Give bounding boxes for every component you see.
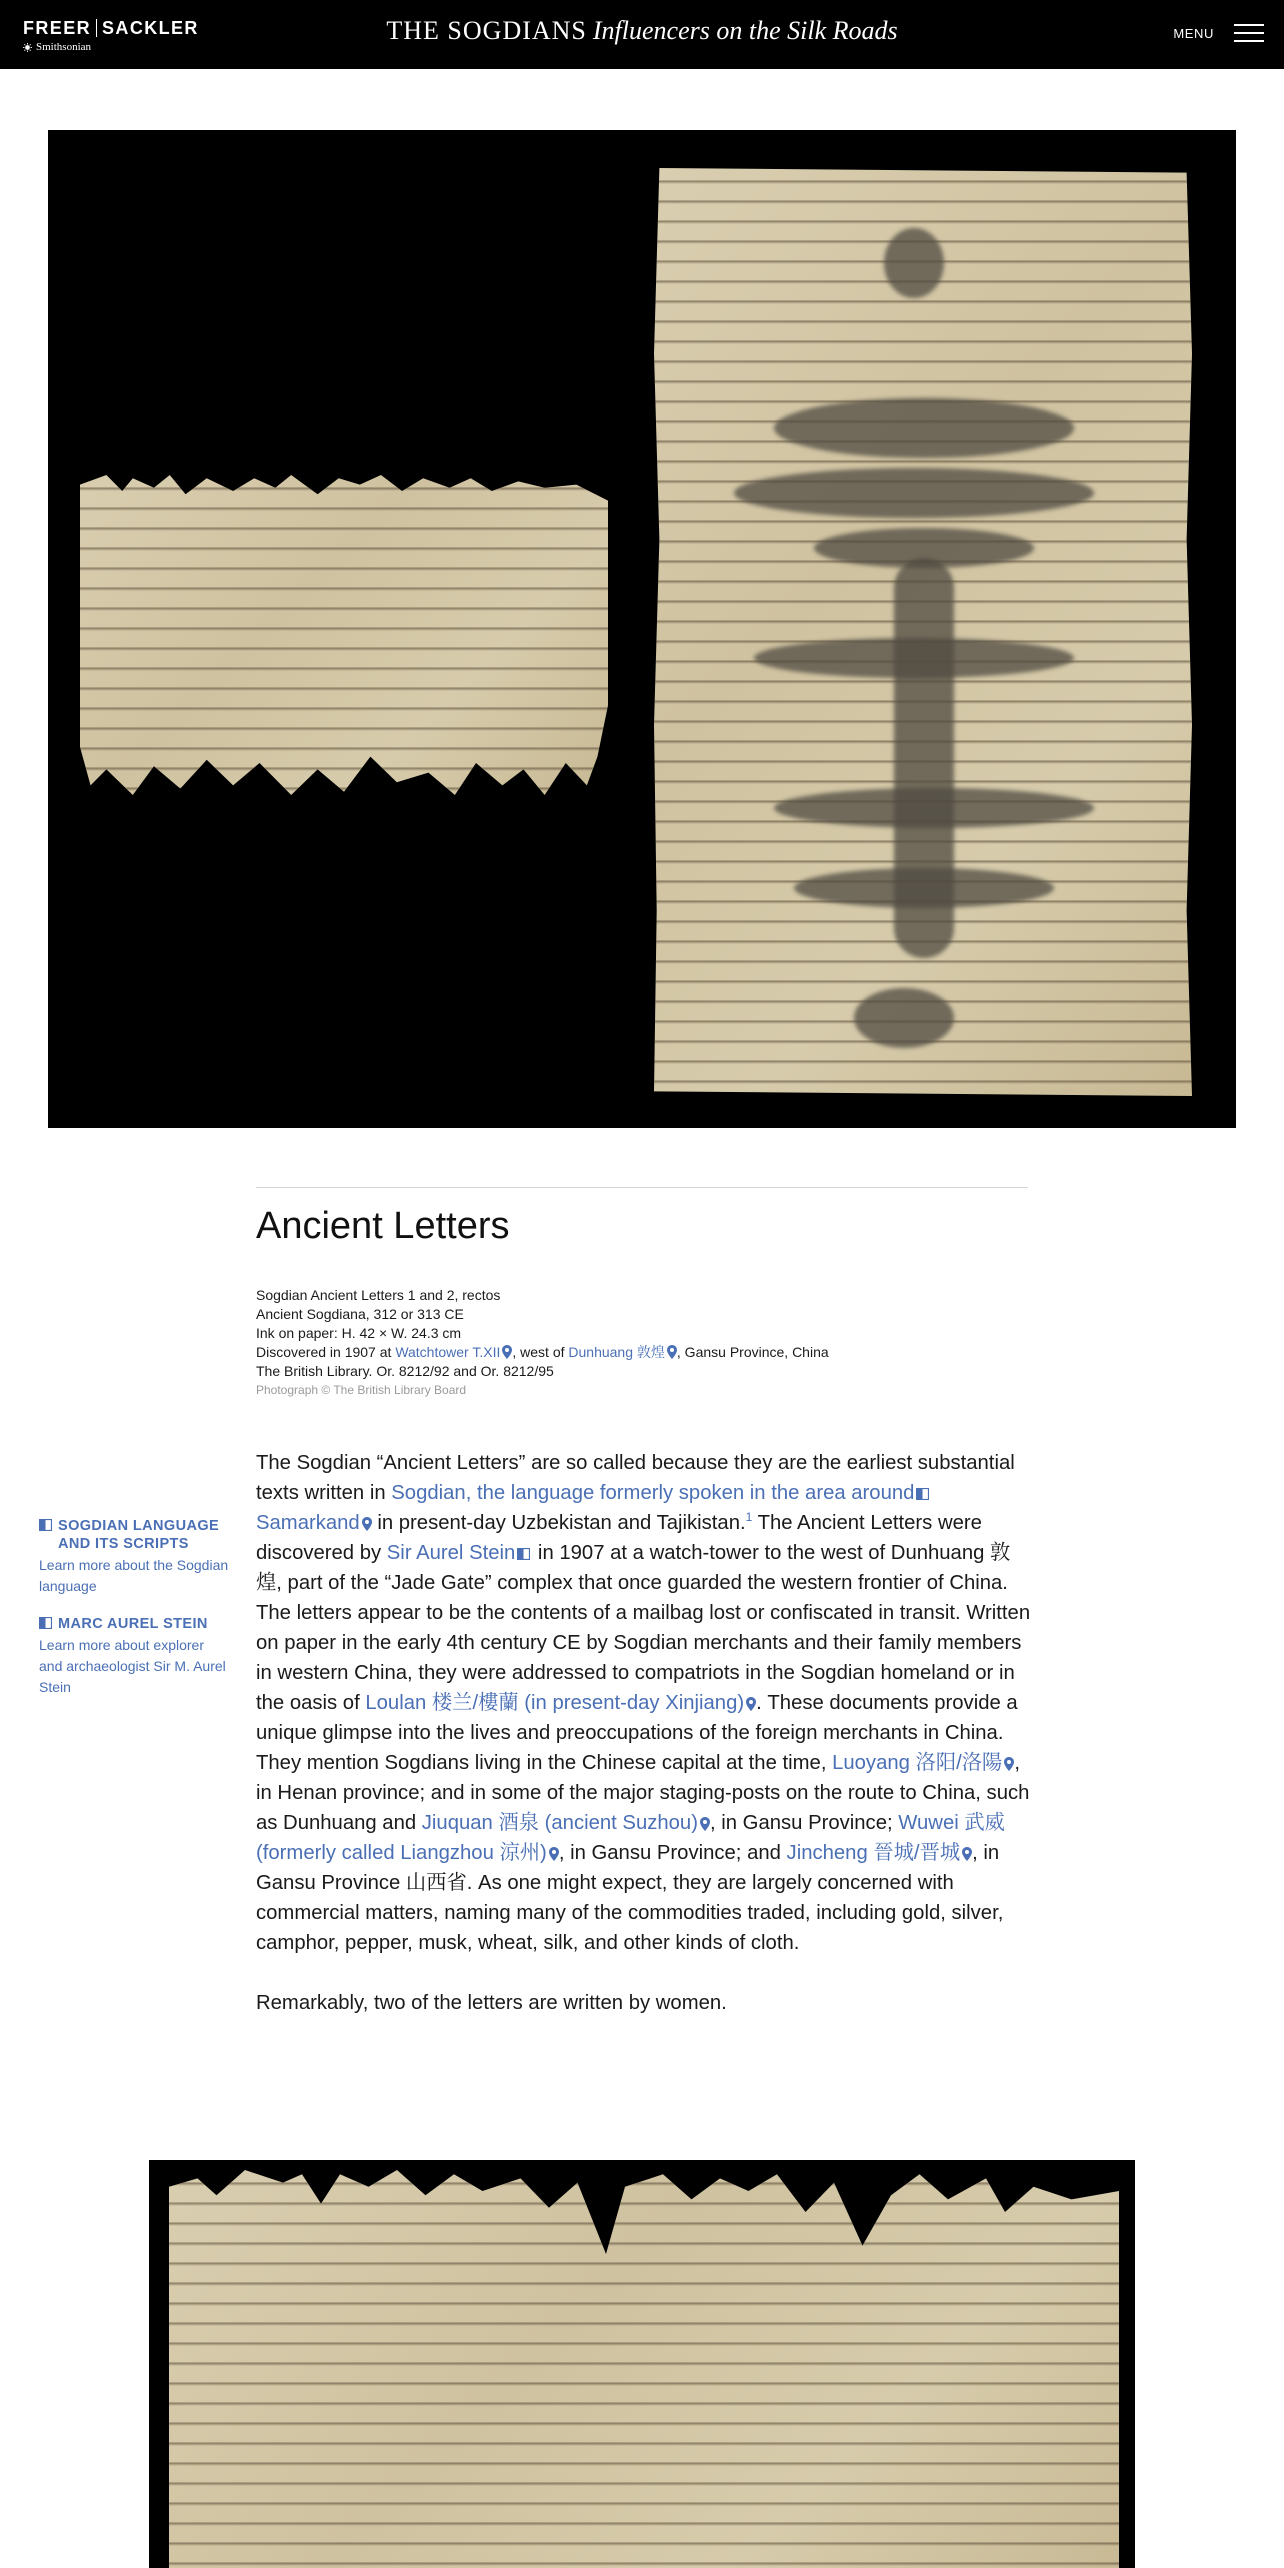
brand-name: FREER SACKLER (23, 18, 199, 38)
ancient-letters-photo (48, 130, 1236, 1128)
loulan-link[interactable]: Loulan 楼兰/樓蘭 (in present-day Xinjiang) (365, 1692, 745, 1714)
book-icon (39, 1617, 52, 1629)
body-paragraph: The Sogdian “Ancient Letters” are so called because they are the earliest substantial texts written in Sogdian, the language formerly spoken in the area aroundSamarkand in present-day Uzbekistan and Tajikistan.$^1$ The Ancient Letters were discovered by Sir Aurel Stein in 1907 at a watch-tower to the west of Dunhuang 敦煌, part of the “Jade Gate” complex that once guarded the western frontier of China. The letters appear to be the contents of a mailbag lost or confiscated in transit. Written on paper in the early 4th century CE by Sogdian merchants and their family members in western China, they were addressed to compatriots in the Sogdian homeland or in the oasis of Loulan 楼兰/樓蘭 (in present-day Xinjiang) . These documents provide a unique glimpse into the lives and preoccupations of the foreign merchants in China. They mention Sogdians living in the Chinese capital at the time, Luoyang 洛阳/洛陽 , in Henan province; and in some of the major staging-posts on the route to China, such as Dunhuang and Jiuquan 酒泉 (ancient Suzhou) , in Gansu Province; Wuwei 武威 (formerly called Liangzhou 涼州) , in Gansu Province; and Jincheng 晉城/晋城 , in Gansu Province 山西省. As one might expect, they are largely concerned with commercial matters, naming many of the commodities traded, including gold, silver, camphor, pepper, musk, wheat, silk, and other kinds of cloth. (256, 1452, 1031, 1954)
caption-line: Sogdian Ancient Letters 1 and 2, rectos (256, 1287, 501, 1303)
jiuquan-link[interactable]: Jiuquan 酒泉 (ancient Suzhou) (421, 1812, 698, 1834)
site-title[interactable] (0, 16, 1284, 46)
title-divider (256, 1187, 1028, 1188)
wuwei-link[interactable]: Wuwei 武威 (formerly called Liangzhou 涼州) (256, 1812, 1005, 1864)
book-icon[interactable] (916, 1488, 929, 1500)
footnote-link[interactable]: 1 (745, 1510, 753, 1524)
dunhuang-link[interactable]: Dunhuang 敦煌 (568, 1344, 665, 1360)
map-pin-icon[interactable] (746, 1697, 756, 1711)
map-pin-icon[interactable] (362, 1517, 372, 1531)
sidebar-item-aurel-stein[interactable]: MARC AUREL STEIN Learn more about explorer and archaeologist Sir M. Aurel Stein (39, 1615, 229, 1698)
watchtower-link[interactable]: Watchtower T.XII (395, 1344, 501, 1360)
letter-fragment-right (654, 168, 1192, 1096)
sidebar-item-description[interactable]: Learn more about the Sogdian language (39, 1557, 229, 1594)
site-tagline: Influencers on the Silk Roads (592, 16, 898, 45)
letter-fragment-detail (169, 2170, 1119, 2568)
letter-fragment-left (80, 475, 608, 795)
caption-line: Ancient Sogdiana, 312 or 313 CE (256, 1306, 464, 1322)
body-paragraph: Remarkably, two of the letters are written by women. (256, 1992, 727, 2014)
site-header (0, 0, 1284, 69)
article-body (256, 1448, 1031, 2048)
ancient-letter-detail-photo (149, 2160, 1135, 2568)
map-pin-icon[interactable] (502, 1345, 512, 1359)
book-icon[interactable] (517, 1548, 530, 1560)
map-pin-icon[interactable] (667, 1345, 677, 1359)
luoyang-link[interactable]: Luoyang 洛阳/洛陽 (832, 1752, 1003, 1774)
hamburger-icon (1234, 24, 1264, 42)
related-sidebar (39, 1517, 229, 1716)
sidebar-item-description[interactable]: Learn more about explorer and archaeologist Sir M. Aurel Stein (39, 1637, 226, 1695)
samarkand-link[interactable]: Samarkand (256, 1512, 360, 1534)
menu-label: MENU (1173, 25, 1214, 41)
caption-line: Ink on paper: H. 42 × W. 24.3 cm (256, 1325, 462, 1341)
caption-line: The British Library. Or. 8212/92 and Or. 8212/95 (256, 1363, 554, 1379)
photo-credit: Photograph © The British Library Board (256, 1383, 467, 1397)
map-pin-icon[interactable] (962, 1847, 972, 1861)
sogdian-language-link[interactable]: Sogdian, the language formerly spoken in the area around (391, 1482, 915, 1504)
smithsonian-label: Smithsonian (23, 40, 199, 54)
site-title-main: THE SOGDIANS (386, 16, 587, 45)
aurel-stein-link[interactable]: Sir Aurel Stein (386, 1542, 516, 1564)
jincheng-link[interactable]: Jincheng 晉城/晋城 (786, 1842, 961, 1864)
menu-button[interactable] (1173, 24, 1264, 42)
caption-line-discovery: Discovered in 1907 at Watchtower T.XII , west of Dunhuang 敦煌 , Gansu Province, China (256, 1344, 829, 1360)
map-pin-icon[interactable] (549, 1847, 559, 1861)
page-title: Ancient Letters (256, 1205, 510, 1247)
book-icon (39, 1519, 52, 1531)
map-pin-icon[interactable] (1004, 1757, 1014, 1771)
object-caption (256, 1286, 1028, 1400)
sidebar-item-sogdian-language[interactable]: SOGDIAN LANGUAGE AND ITS SCRIPTS Learn more about the Sogdian language (39, 1517, 229, 1597)
map-pin-icon[interactable] (700, 1817, 710, 1831)
